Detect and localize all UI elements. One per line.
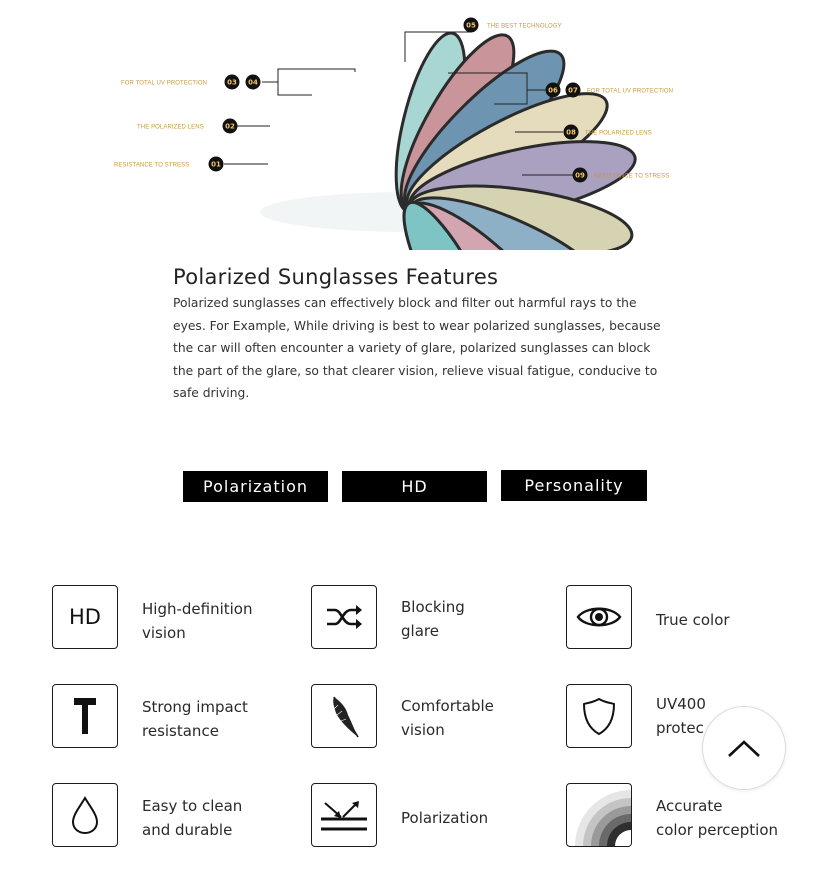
eye-icon bbox=[566, 585, 632, 649]
tag-polarization: Polarization bbox=[183, 471, 328, 502]
hammer-icon bbox=[52, 684, 118, 748]
feature-label-uv400: UV400 protec bbox=[656, 695, 706, 737]
lens-fan-diagram bbox=[0, 0, 828, 250]
fan-label-02 bbox=[137, 119, 238, 134]
svg-text:RESISTANCE TO STRESS: RESISTANCE TO STRESS bbox=[114, 162, 190, 169]
feather-icon bbox=[311, 684, 377, 748]
hd-icon: HD bbox=[52, 585, 118, 649]
fan-label-05 bbox=[464, 18, 562, 33]
svg-text:07: 07 bbox=[568, 86, 578, 95]
tag-hd: HD bbox=[342, 471, 487, 502]
feature-label-impact: Strong impact resistance bbox=[142, 698, 248, 740]
svg-text:01: 01 bbox=[211, 160, 221, 169]
svg-text:THE POLARIZED LENS: THE POLARIZED LENS bbox=[137, 124, 204, 131]
shield-icon bbox=[566, 684, 632, 748]
features-description: Polarized sunglasses can effectively block and filter out harmful rays to the eyes. For Example, While driving is best to wear polarized sunglasses, because the car will often encounter a variety of glare, polarized sunglasses can block the part of the glare, so that clearer vision, relieve visual fatigue, conducive to safe driving. bbox=[173, 296, 661, 401]
svg-text:RESISTANCE TO STRESS: RESISTANCE TO STRESS bbox=[594, 173, 670, 180]
svg-text:FOR TOTAL UV PROTECTION: FOR TOTAL UV PROTECTION bbox=[587, 88, 674, 95]
fan-label-03-04 bbox=[121, 75, 261, 90]
svg-text:FOR TOTAL UV PROTECTION: FOR TOTAL UV PROTECTION bbox=[121, 80, 208, 87]
features-title: Polarized Sunglasses Features bbox=[173, 265, 499, 289]
shuffle-icon bbox=[311, 585, 377, 649]
chevron-up-icon bbox=[726, 737, 762, 759]
feature-label-true-color: True color bbox=[656, 611, 730, 629]
drop-icon bbox=[52, 783, 118, 847]
svg-text:03: 03 bbox=[227, 78, 237, 87]
tag-personality: Personality bbox=[501, 470, 647, 501]
fan-label-01 bbox=[114, 157, 224, 172]
feature-label-polarization: Polarization bbox=[401, 809, 489, 827]
feature-label-comfortable: Comfortable vision bbox=[401, 697, 494, 739]
feature-label-blocking-glare: Blocking glare bbox=[401, 598, 465, 640]
svg-text:02: 02 bbox=[225, 122, 235, 131]
svg-text:04: 04 bbox=[248, 78, 258, 87]
svg-text:05: 05 bbox=[466, 21, 476, 30]
svg-text:06: 06 bbox=[548, 86, 558, 95]
scroll-to-top-button[interactable] bbox=[702, 706, 786, 790]
feature-label-easy-clean: Easy to clean and durable bbox=[142, 797, 243, 839]
feature-label-color-perception: Accurate color perception bbox=[656, 797, 779, 839]
rainbow-icon bbox=[566, 783, 632, 847]
svg-text:THE BEST TECHNOLOGY: THE BEST TECHNOLOGY bbox=[487, 23, 562, 30]
svg-text:THE POLARIZED LENS: THE POLARIZED LENS bbox=[585, 130, 652, 137]
svg-text:09: 09 bbox=[575, 171, 585, 180]
svg-text:08: 08 bbox=[566, 128, 576, 137]
reflection-icon bbox=[311, 783, 377, 847]
feature-label-high-definition: High-definition vision bbox=[142, 600, 253, 642]
